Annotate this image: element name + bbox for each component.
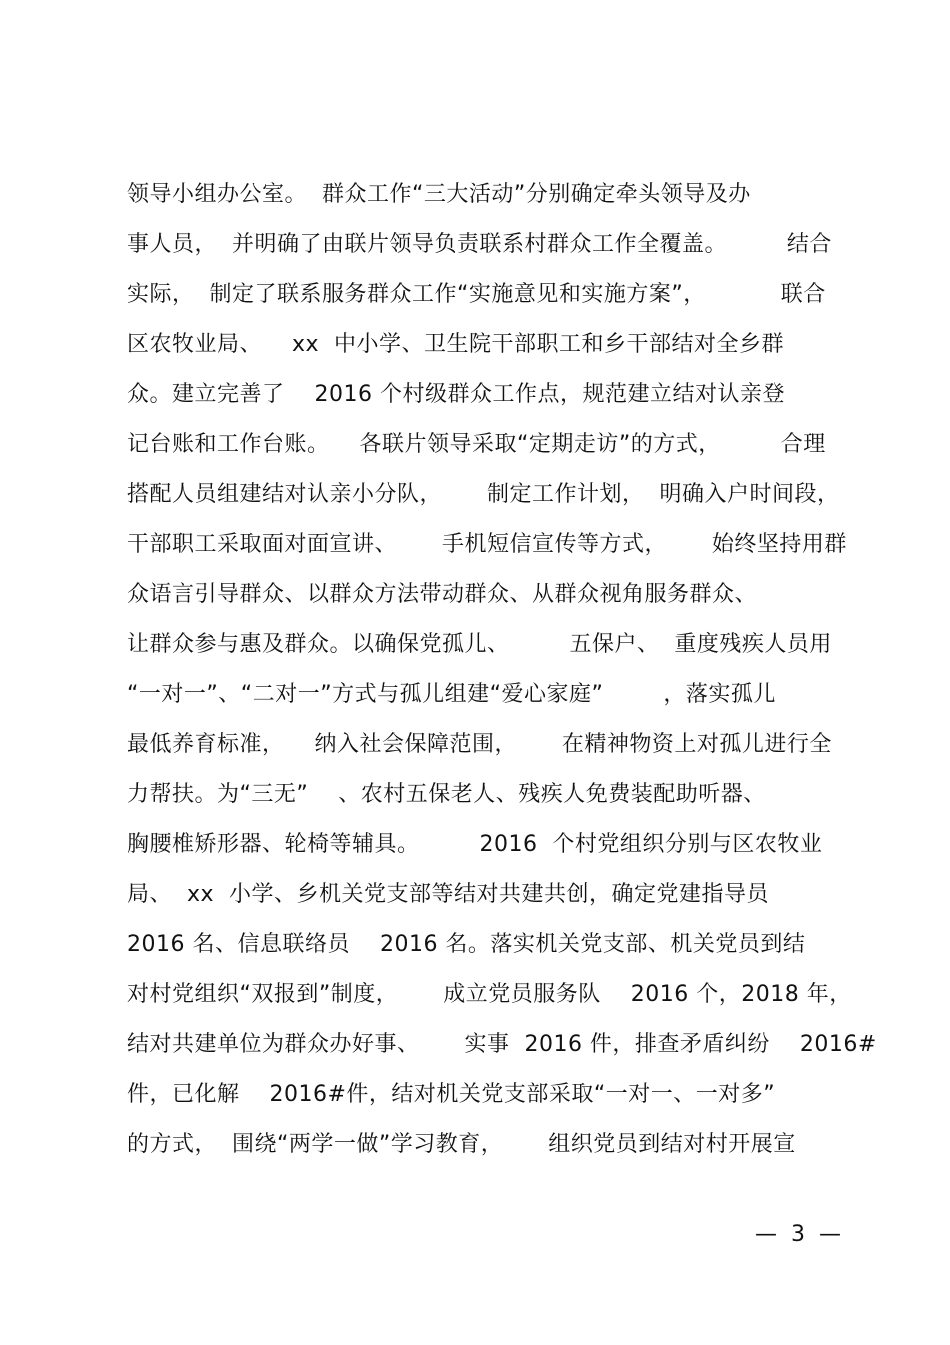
paragraph-line: 让群众参与惠及群众。以确保党孤儿、 五保户、 重度残疾人员用 (127, 632, 832, 657)
paragraph-line: 记台账和工作台账。 各联片领导采取“定期走访”的方式， 合理 (127, 432, 826, 457)
paragraph-line: 领导小组办公室。 群众工作“三大活动”分别确定牵头领导及办 (127, 182, 751, 207)
paragraph-line: 力帮扶。为“三无” 、农村五保老人、残疾人免费装配助听器、 (127, 782, 766, 807)
paragraph-line: “一对一”、“二对一”方式与孤儿组建“爱心家庭” ，落实孤儿 (127, 682, 776, 707)
paragraph-line: 结对共建单位为群众办好事、 实事 2016 件，排查矛盾纠纷 2016# (127, 1032, 877, 1057)
paragraph-line: 区农牧业局、 xx 中小学、卫生院干部职工和乡干部结对全乡群 (127, 332, 784, 357)
paragraph-line: 件，已化解 2016#件，结对机关党支部采取“一对一、一对多” (127, 1082, 776, 1107)
paragraph-line: 的方式， 围绕“两学一做”学习教育， 组织党员到结对村开展宣 (127, 1132, 796, 1157)
paragraph-line: 对村党组织“双报到”制度， 成立党员服务队 2016 个，2018 年， (127, 982, 852, 1007)
paragraph-line: 众。建立完善了 2016 个村级群众工作点，规范建立结对认亲登 (127, 382, 785, 407)
page-number: — 3 — (755, 1222, 841, 1247)
paragraph-line: 干部职工采取面对面宣讲、 手机短信宣传等方式， 始终坚持用群 (127, 532, 847, 557)
paragraph-line: 胸腰椎矫形器、轮椅等辅具。 2016 个村党组织分别与区农牧业 (127, 832, 823, 857)
paragraph-line: 2016 名、信息联络员 2016 名。落实机关党支部、机关党员到结 (127, 932, 806, 957)
paragraph-line: 搭配人员组建结对认亲小分队， 制定工作计划， 明确入户时间段， (127, 482, 840, 507)
paragraph-line: 众语言引导群众、以群众方法带动群众、从群众视角服务群众、 (127, 582, 758, 607)
paragraph-line: 事人员， 并明确了由联片领导负责联系村群众工作全覆盖。 结合 (127, 232, 832, 257)
paragraph-line: 局、 xx 小学、乡机关党支部等结对共建共创，确定党建指导员 (127, 882, 770, 907)
paragraph-line: 实际， 制定了联系服务群众工作“实施意见和实施方案”， 联合 (127, 282, 826, 307)
paragraph-line: 最低养育标准， 纳入社会保障范围， 在精神物资上对孤儿进行全 (127, 732, 832, 757)
